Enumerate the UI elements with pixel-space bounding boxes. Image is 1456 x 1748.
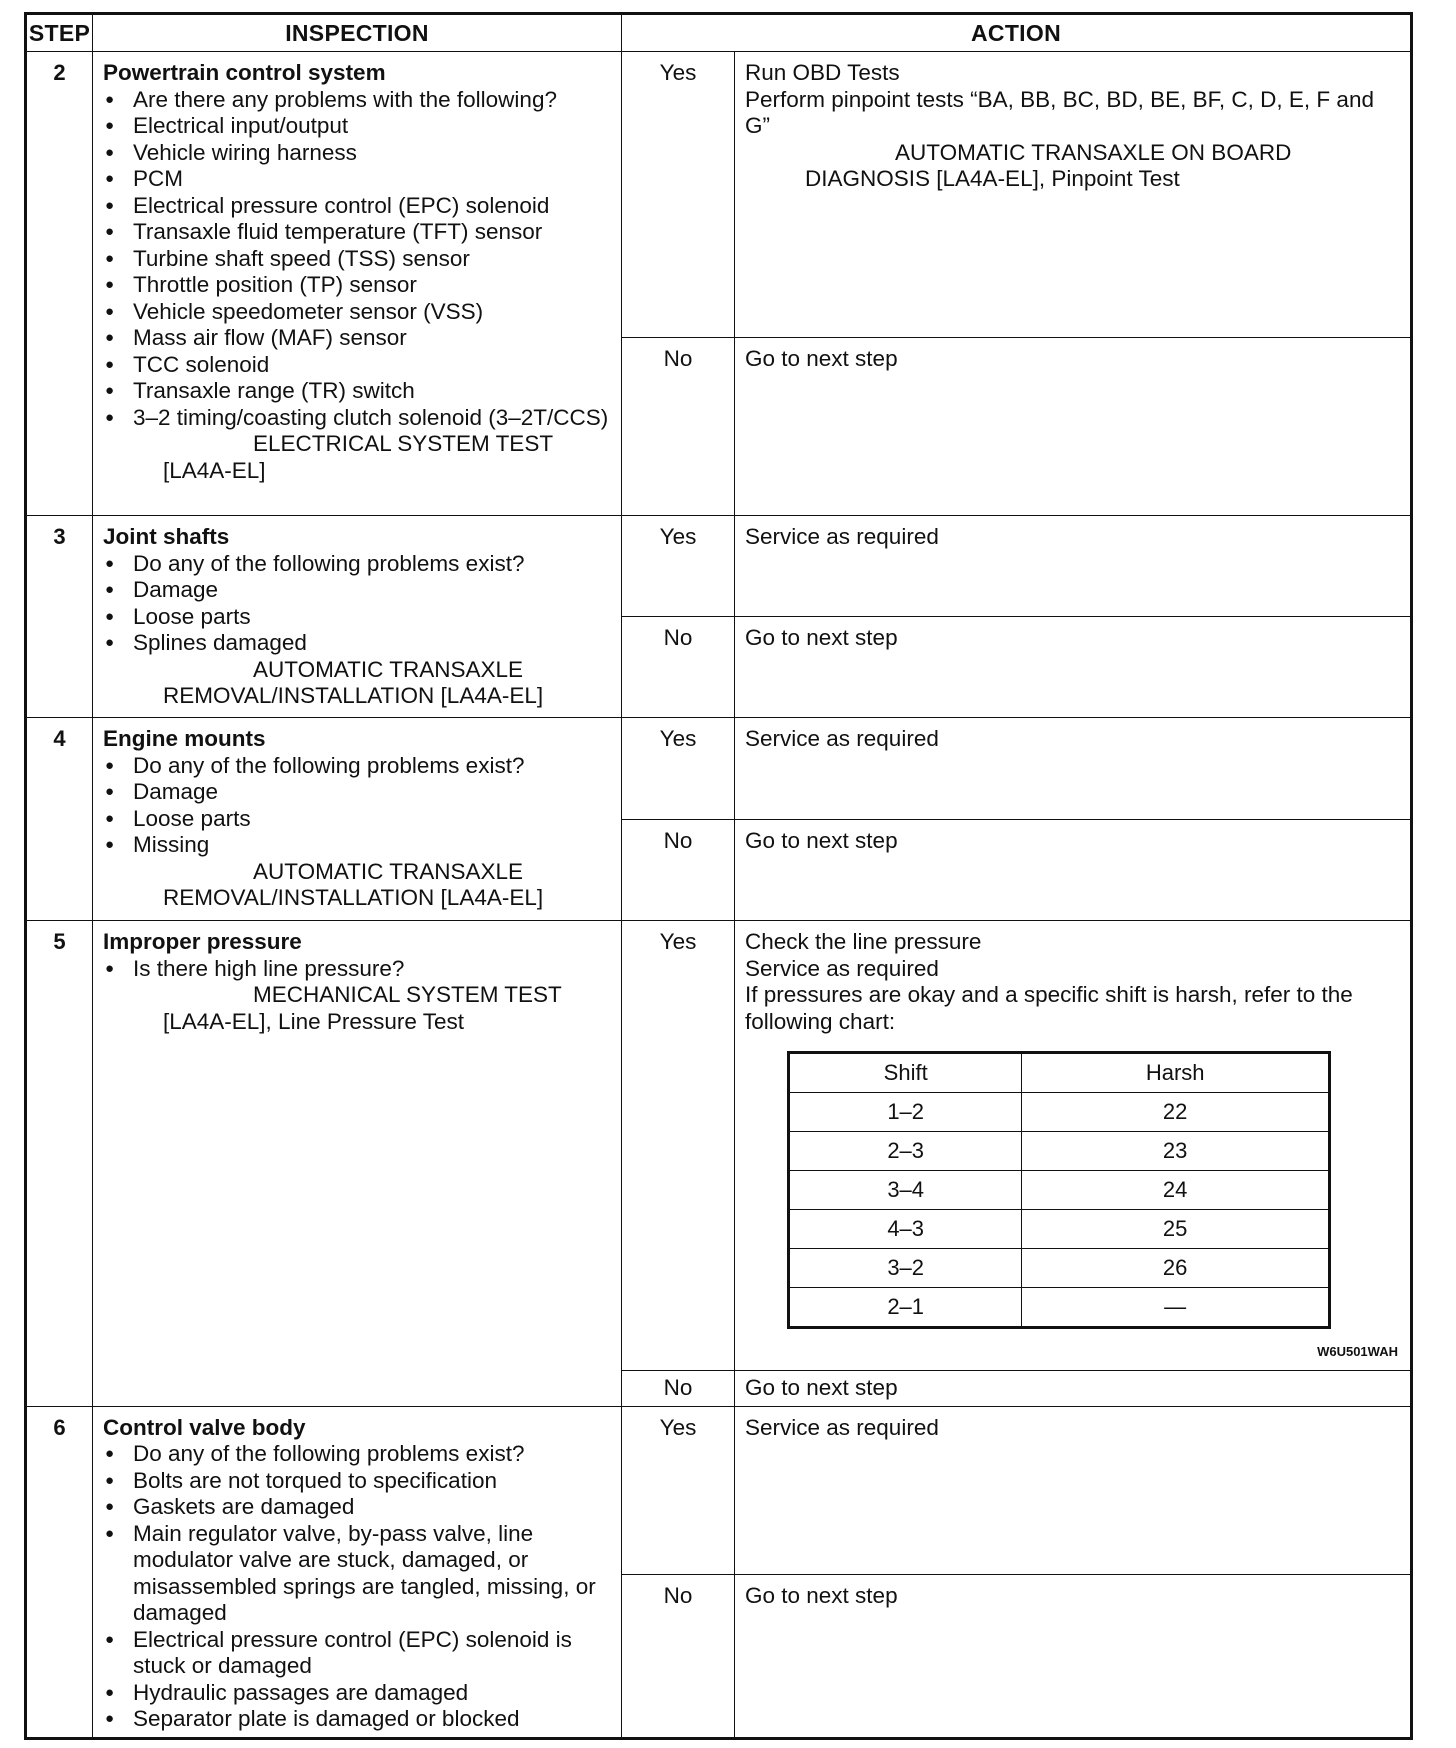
- reference-line: [LA4A-EL]: [163, 457, 266, 483]
- chart-shift: 1–2: [789, 1093, 1022, 1132]
- list-item: ● Hydraulic passages are damaged: [103, 1680, 611, 1707]
- yes-action-cell: [735, 921, 1412, 1371]
- list-item: ● Missing: [103, 832, 611, 859]
- list-item: ● Damage: [103, 779, 611, 806]
- table-row: [26, 52, 1412, 338]
- table-row: [26, 921, 1412, 1371]
- inspection-question: ● Do any of the following problems exist?: [103, 753, 611, 780]
- list-item: ● Splines damaged: [103, 630, 611, 657]
- list-item: ● TCC solenoid: [103, 352, 611, 379]
- header-step: STEP: [26, 14, 93, 52]
- inspection-list: [103, 551, 611, 657]
- inspection-title: Joint shafts: [103, 524, 230, 549]
- header-action: ACTION: [622, 14, 1412, 52]
- chart-header-harsh: Harsh: [1022, 1053, 1330, 1093]
- no-label: No: [622, 338, 735, 516]
- chart-harsh: 25: [1022, 1210, 1330, 1249]
- list-item: ● Transaxle range (TR) switch: [103, 378, 611, 405]
- chart-shift: 3–4: [789, 1171, 1022, 1210]
- header-inspection: INSPECTION: [93, 14, 622, 52]
- figure-code: W6U501WAH: [1317, 1344, 1398, 1359]
- action-line: Service as required: [745, 955, 939, 981]
- yes-label: Yes: [622, 516, 735, 617]
- list-item: ● Electrical pressure control (EPC) solenoid: [103, 193, 611, 220]
- list-item: ● PCM: [103, 166, 611, 193]
- step-number: 2: [26, 52, 93, 516]
- inspection-cell: [93, 921, 622, 1407]
- list-item: ● Turbine shaft speed (TSS) sensor: [103, 246, 611, 273]
- inspection-cell: [93, 718, 622, 921]
- reference-line: AUTOMATIC TRANSAXLE: [253, 656, 524, 682]
- harsh-shift-chart: [787, 1051, 1331, 1329]
- step-number: 6: [26, 1406, 93, 1738]
- yes-label: Yes: [622, 921, 735, 1371]
- list-item: ● Damage: [103, 577, 611, 604]
- chart-shift: 3–2: [789, 1249, 1022, 1288]
- no-label: No: [622, 1575, 735, 1738]
- step-number: 4: [26, 718, 93, 921]
- no-action: Go to next step: [735, 820, 1412, 921]
- no-label: No: [622, 820, 735, 921]
- list-item: ● Electrical pressure control (EPC) solenoid is stuck or damaged: [103, 1627, 611, 1680]
- chart-harsh: 26: [1022, 1249, 1330, 1288]
- list-item: ● Bolts are not torqued to specification: [103, 1468, 611, 1495]
- action-line: Perform pinpoint tests “BA, BB, BC, BD, BE, BF, C, D, E, F and G”: [745, 86, 1374, 138]
- inspection-cell: [93, 52, 622, 516]
- yes-action-cell: [735, 52, 1412, 338]
- chart-harsh: 24: [1022, 1171, 1330, 1210]
- chart-harsh: —: [1022, 1288, 1330, 1328]
- no-action: Go to next step: [735, 617, 1412, 718]
- no-action: Go to next step: [735, 338, 1412, 516]
- inspection-list: [103, 956, 611, 983]
- reference-line: MECHANICAL SYSTEM TEST: [253, 982, 562, 1007]
- chart-row: [789, 1093, 1330, 1132]
- table-row: [26, 718, 1412, 820]
- list-item: ● Separator plate is damaged or blocked: [103, 1706, 611, 1733]
- list-item: ● 3–2 timing/coasting clutch solenoid (3–2T/CCS): [103, 405, 611, 432]
- inspection-list: [103, 1441, 611, 1733]
- inspection-list: [103, 87, 611, 432]
- inspection-title: Control valve body: [103, 1414, 306, 1440]
- chart-row: [789, 1288, 1330, 1328]
- list-item: ● Vehicle wiring harness: [103, 140, 611, 167]
- chart-harsh: 23: [1022, 1132, 1330, 1171]
- list-item: ● Mass air flow (MAF) sensor: [103, 325, 611, 352]
- list-item: ● Transaxle fluid temperature (TFT) sensor: [103, 219, 611, 246]
- inspection-question: ● Is there high line pressure?: [103, 956, 611, 983]
- inspection-title: Engine mounts: [103, 726, 266, 751]
- list-item: ● Throttle position (TP) sensor: [103, 272, 611, 299]
- chart-shift: 4–3: [789, 1210, 1022, 1249]
- list-item: ● Loose parts: [103, 604, 611, 631]
- step-number: 5: [26, 921, 93, 1407]
- reference-line: REMOVAL/INSTALLATION [LA4A-EL]: [163, 683, 544, 708]
- inspection-title: Powertrain control system: [103, 60, 386, 85]
- action-line: Check the line pressure: [745, 929, 982, 954]
- action-line: If pressures are okay and a specific shift is harsh, refer to the following chart:: [745, 982, 1353, 1034]
- yes-label: Yes: [622, 718, 735, 820]
- no-label: No: [622, 1370, 735, 1406]
- inspection-list: [103, 753, 611, 859]
- list-item: ● Electrical input/output: [103, 113, 611, 140]
- reference-line: AUTOMATIC TRANSAXLE: [253, 858, 524, 884]
- yes-label: Yes: [622, 52, 735, 338]
- chart-shift: 2–1: [789, 1288, 1022, 1328]
- inspection-cell: [93, 1406, 622, 1738]
- table-header-row: [26, 14, 1412, 52]
- no-action: Go to next step: [735, 1575, 1412, 1738]
- diagnosis-table: [24, 12, 1413, 1740]
- chart-row: [789, 1249, 1330, 1288]
- inspection-cell: [93, 516, 622, 718]
- chart-harsh: 22: [1022, 1093, 1330, 1132]
- no-label: No: [622, 617, 735, 718]
- reference-line: REMOVAL/INSTALLATION [LA4A-EL]: [163, 885, 544, 910]
- reference-line: DIAGNOSIS [LA4A-EL], Pinpoint Test: [805, 166, 1180, 191]
- reference-line: ELECTRICAL SYSTEM TEST: [253, 431, 554, 456]
- no-action: Go to next step: [735, 1370, 1412, 1406]
- reference-line: [LA4A-EL], Line Pressure Test: [163, 1008, 464, 1034]
- list-item: ● Gaskets are damaged: [103, 1494, 611, 1521]
- list-item: ● Main regulator valve, by-pass valve, line modulator valve are stuck, damaged, or misassembled springs are tangled, missing, or damaged: [103, 1521, 611, 1627]
- chart-row: [789, 1210, 1330, 1249]
- inspection-question: ● Are there any problems with the following?: [103, 87, 611, 114]
- yes-action: Service as required: [735, 516, 1412, 617]
- chart-row: [789, 1132, 1330, 1171]
- action-line: Run OBD Tests: [745, 60, 900, 85]
- inspection-title: Improper pressure: [103, 929, 302, 954]
- chart-shift: 2–3: [789, 1132, 1022, 1171]
- yes-label: Yes: [622, 1406, 735, 1575]
- inspection-question: ● Do any of the following problems exist?: [103, 551, 611, 578]
- step-number: 3: [26, 516, 93, 718]
- inspection-question: ● Do any of the following problems exist?: [103, 1441, 611, 1468]
- yes-action: Service as required: [735, 1406, 1412, 1575]
- chart-header-row: [789, 1053, 1330, 1093]
- chart-header-shift: Shift: [789, 1053, 1022, 1093]
- list-item: ● Loose parts: [103, 806, 611, 833]
- reference-line: AUTOMATIC TRANSAXLE ON BOARD: [895, 139, 1292, 165]
- table-row: [26, 1406, 1412, 1575]
- chart-row: [789, 1171, 1330, 1210]
- table-row: [26, 516, 1412, 617]
- list-item: ● Vehicle speedometer sensor (VSS): [103, 299, 611, 326]
- yes-action: Service as required: [735, 718, 1412, 820]
